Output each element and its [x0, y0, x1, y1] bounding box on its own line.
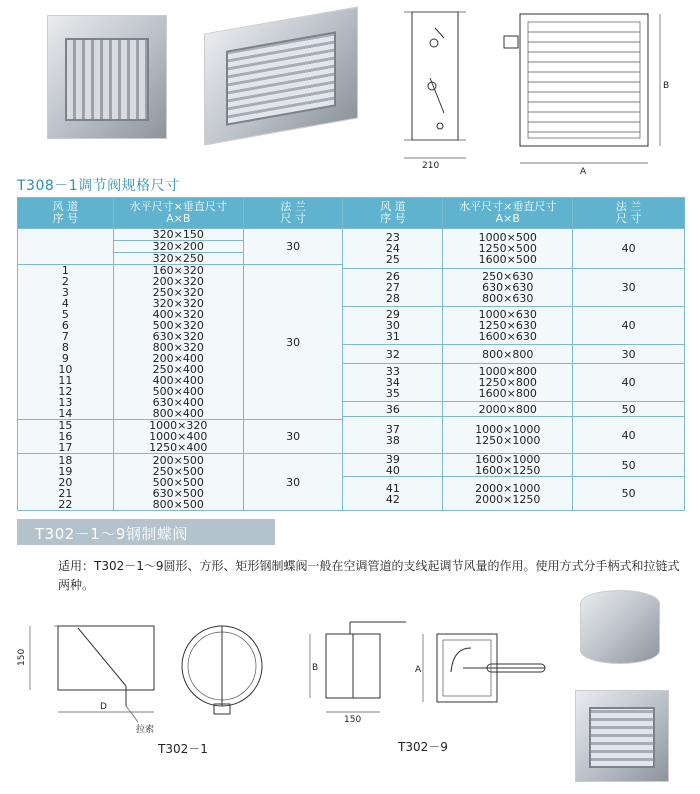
table-cell: 40 — [573, 229, 685, 269]
fig1-caption: T302－1 — [158, 742, 208, 756]
height-dim-label: B — [663, 81, 670, 91]
table-cell: 1000×1000 1250×1000 — [443, 417, 573, 454]
table-cell: 320×200 — [113, 241, 243, 253]
table-cell: 40 — [573, 307, 685, 345]
table-cell: 29 30 31 — [343, 307, 443, 345]
table-cell: 30 — [243, 229, 343, 265]
table-cell: 320×150 — [113, 229, 243, 241]
table-cell: 1000×800 1250×800 1600×800 — [443, 364, 573, 402]
table-cell: 1 2 3 4 5 6 7 8 9 10 11 12 13 14 — [18, 265, 114, 420]
table-cell: 2000×800 — [443, 402, 573, 417]
table-cell: 32 — [343, 345, 443, 364]
table-cell: 200×500 250×500 500×500 630×500 800×500 — [113, 454, 243, 511]
table-cell: 320×250 — [113, 253, 243, 265]
table-cell: 40 — [573, 417, 685, 454]
table-cell: 1600×1000 1600×1250 — [443, 454, 573, 477]
damper-photo-angled — [204, 6, 358, 145]
table-cell: 800×800 — [443, 345, 573, 364]
fig1-diameter-label: D — [100, 702, 107, 712]
fig1-height-label: 150 — [17, 648, 27, 666]
fig2-height-label: B — [312, 663, 319, 673]
fig2-caption: T302－9 — [398, 740, 448, 754]
fig2-width-label: A — [415, 665, 422, 675]
table-cell: 40 — [573, 364, 685, 402]
table-cell: 30 — [243, 265, 343, 420]
section2-title: T302－1～9钢制蝶阀 — [35, 525, 188, 543]
section1-title: T308－1调节阀规格尺寸 — [17, 178, 180, 194]
table-cell: 1000×630 1250×630 1600×630 — [443, 307, 573, 345]
table-cell: 30 — [243, 420, 343, 454]
damper-side-drawing — [400, 8, 480, 171]
header-left-flange: 法 兰 尺 寸 — [243, 198, 343, 229]
table-cell: 15 16 17 — [18, 420, 114, 454]
table-cell: 2000×1000 2000×1250 — [443, 477, 573, 511]
header-right-seq: 风 道 序 号 — [343, 198, 443, 229]
table-cell: 18 19 20 21 22 — [18, 454, 114, 511]
spec-table — [17, 197, 685, 511]
damper-photo-front — [47, 15, 167, 139]
rect-butterfly-valve-front-drawing — [415, 628, 550, 712]
depth-dim-label: 210 — [422, 161, 440, 171]
butterfly-valve-front-drawing — [178, 622, 268, 722]
table-cell: 23 24 25 — [343, 229, 443, 269]
table-cell: 50 — [573, 402, 685, 417]
table-cell: 50 — [573, 454, 685, 477]
section2-banner — [17, 519, 275, 545]
table-cell: 30 — [243, 454, 343, 511]
table-cell: 33 34 35 — [343, 364, 443, 402]
damper-front-drawing — [510, 8, 680, 176]
table-cell: 30 — [573, 345, 685, 364]
table-cell: 37 38 — [343, 417, 443, 454]
round-damper-photo — [580, 590, 660, 664]
header-right-size: 水平尺寸×垂直尺寸 A×B — [443, 198, 573, 229]
table-cell: 39 40 — [343, 454, 443, 477]
table-cell: 41 42 — [343, 477, 443, 511]
section2-description: 适用：T302－1～9圆形、方形、矩形钢制蝶阀一般在空调管道的支线起调节风量的作用。使用方式分手柄式和拉链式两种。 — [58, 559, 680, 592]
width-dim-label: A — [580, 167, 587, 177]
butterfly-valve-side-drawing — [17, 620, 158, 735]
table-cell: 250×630 630×630 800×630 — [443, 269, 573, 307]
table-cell: 36 — [343, 402, 443, 417]
table-cell: 1000×500 1250×500 1600×500 — [443, 229, 573, 269]
table-cell — [18, 229, 114, 265]
header-left-seq: 风 道 序 号 — [18, 198, 114, 229]
fig2-depth-label: 150 — [344, 715, 362, 725]
table-cell: 160×320 200×320 250×320 320×320 400×320 500×320 630×320 800×320 200×400 250×400 400×400 500×400 630×400 800×400 — [113, 265, 243, 420]
rect-damper-photo — [575, 690, 669, 782]
table-cell: 1000×320 1000×400 1250×400 — [113, 420, 243, 454]
rect-butterfly-valve-side-drawing — [300, 618, 410, 725]
header-right-flange: 法 兰 尺 寸 — [573, 198, 685, 229]
table-cell: 26 27 28 — [343, 269, 443, 307]
header-left-size: 水平尺寸×垂直尺寸 A×B — [113, 198, 243, 229]
table-cell: 50 — [573, 477, 685, 511]
fig1-chain-label: 拉索 — [136, 725, 155, 735]
table-cell: 30 — [573, 269, 685, 307]
